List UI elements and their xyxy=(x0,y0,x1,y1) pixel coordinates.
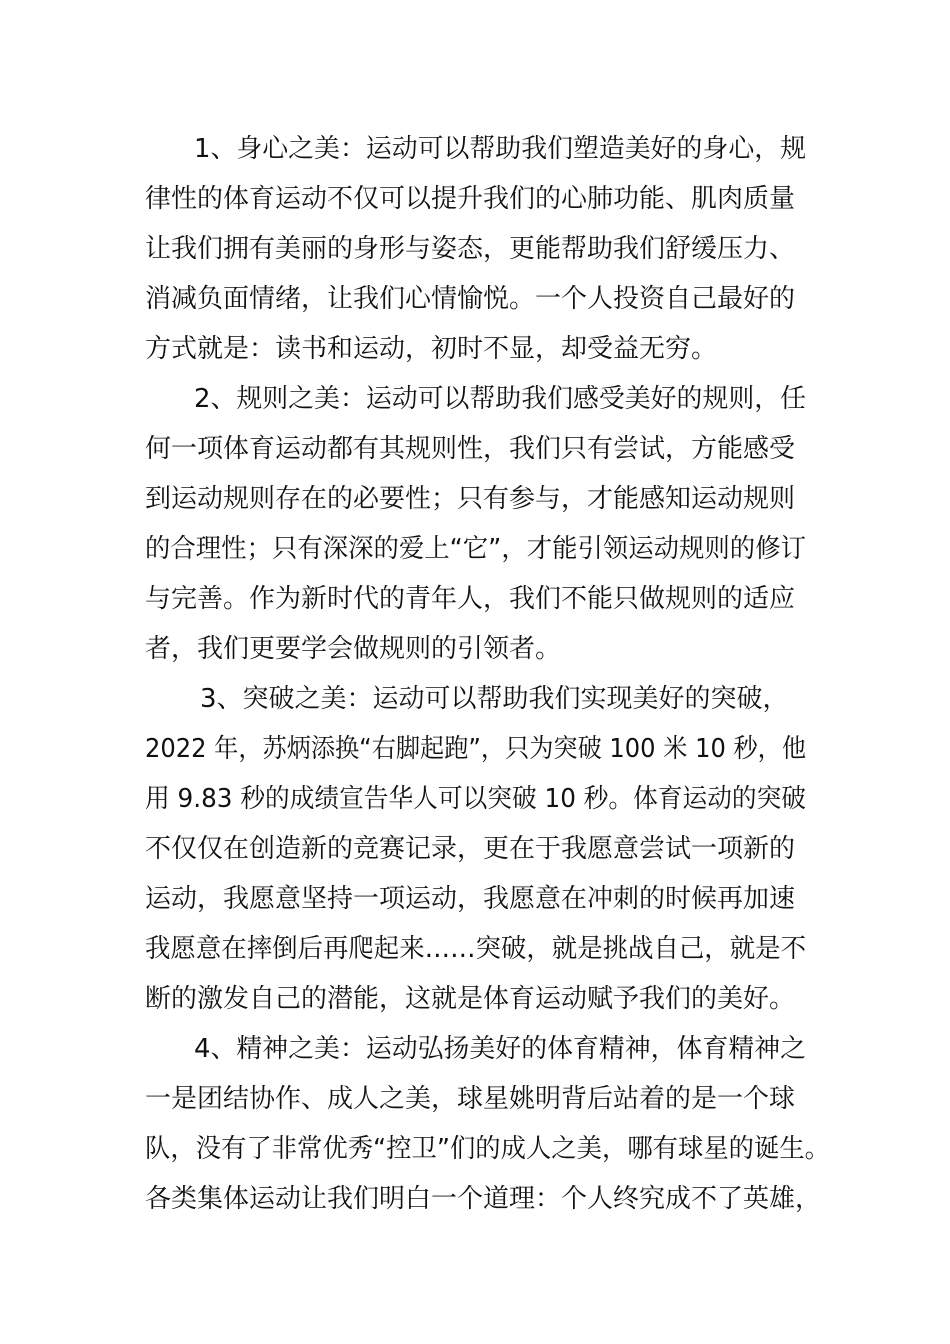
text-line: 3、突破之美：运动可以帮助我们实现美好的突破， xyxy=(200,684,789,714)
text-line: 我愿意在摔倒后再爬起来……突破，就是挑战自己，就是不 xyxy=(145,934,807,964)
text-line: 何一项体育运动都有其规则性，我们只有尝试，方能感受 xyxy=(145,434,796,464)
text-line: 方式就是：读书和运动，初时不显，却受益无穷。 xyxy=(145,334,718,364)
text-line: 者，我们更要学会做规则的引领者。 xyxy=(145,634,562,664)
text-line: 到运动规则存在的必要性；只有参与，才能感知运动规则 xyxy=(145,484,796,514)
text-line: 4、精神之美：运动弘扬美好的体育精神，体育精神之 xyxy=(194,1034,807,1064)
text-line: 让我们拥有美丽的身形与姿态，更能帮助我们舒缓压力、 xyxy=(145,234,796,264)
text-line: 2022 年，苏炳添换“右脚起跑”，只为突破 100 米 10 秒，他 xyxy=(145,734,807,764)
text-line: 律性的体育运动不仅可以提升我们的心肺功能、肌肉质量 xyxy=(145,184,796,214)
text-line: 的合理性；只有深深的爱上“它”，才能引领运动规则的修订 xyxy=(145,534,806,564)
text-line: 与完善。作为新时代的青年人，我们不能只做规则的适应 xyxy=(145,584,796,614)
text-line: 断的激发自己的潜能，这就是体育运动赋予我们的美好。 xyxy=(145,984,796,1014)
text-line: 2、规则之美：运动可以帮助我们感受美好的规则，任 xyxy=(194,384,807,414)
text-line: 用 9.83 秒的成绩宣告华人可以突破 10 秒。体育运动的突破 xyxy=(145,784,806,814)
text-line: 运动，我愿意坚持一项运动，我愿意在冲刺的时候再加速 xyxy=(145,884,796,914)
text-line: 一是团结协作、成人之美，球星姚明背后站着的是一个球 xyxy=(145,1084,796,1114)
text-line: 各类集体运动让我们明白一个道理：个人终究成不了英雄， xyxy=(145,1184,822,1214)
text-line: 1、身心之美：运动可以帮助我们塑造美好的身心，规 xyxy=(194,134,807,164)
text-line: 不仅仅在创造新的竞赛记录，更在于我愿意尝试一项新的 xyxy=(145,834,796,864)
text-line: 消减负面情绪，让我们心情愉悦。一个人投资自己最好的 xyxy=(145,284,796,314)
text-line: 队，没有了非常优秀“控卫”们的成人之美，哪有球星的诞生。 xyxy=(145,1134,831,1164)
